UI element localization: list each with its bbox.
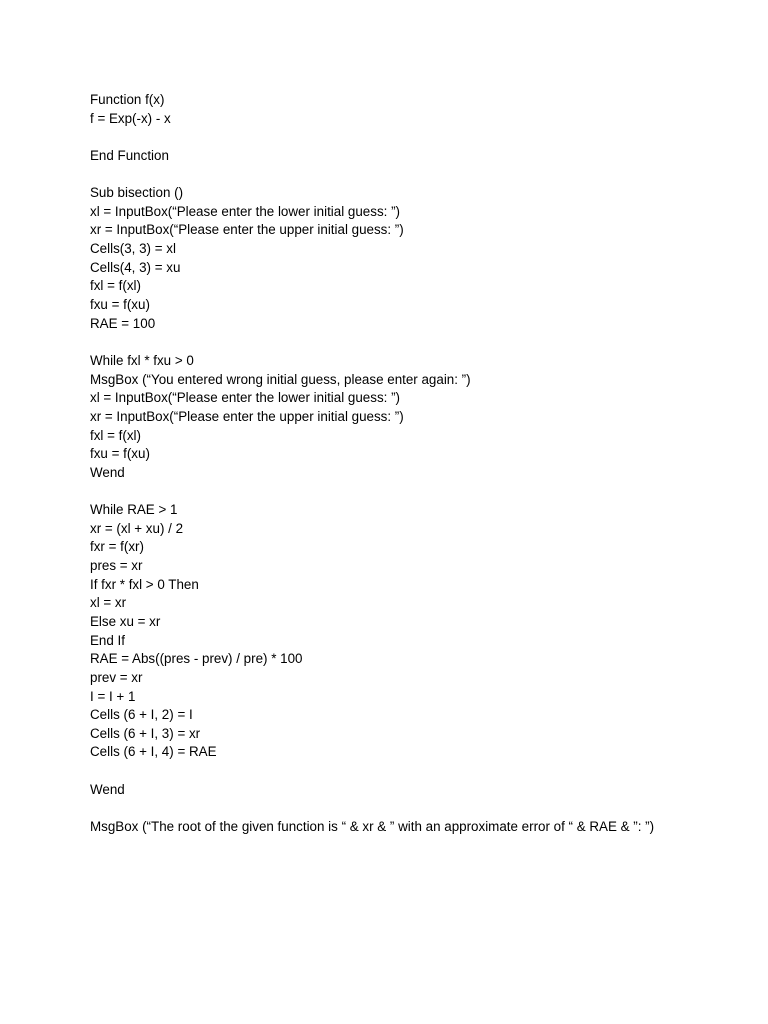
code-line: End If xyxy=(90,632,125,648)
blank-line xyxy=(90,166,750,185)
code-line: f = Exp(-x) - x xyxy=(90,110,171,126)
code-line: fxu = f(xu) xyxy=(90,446,150,462)
code-block xyxy=(90,91,750,837)
code-line: xr = InputBox(“Please enter the upper initial guess: ”) xyxy=(90,408,404,424)
code-line: Sub bisection () xyxy=(90,185,184,201)
code-line: Function f(x) xyxy=(90,92,165,107)
blank-line xyxy=(90,333,750,352)
code-line: Cells (6 + I, 2) = I xyxy=(90,707,193,723)
code-line: If fxr * fxl > 0 Then xyxy=(90,576,199,592)
code-line: fxr = f(xr) xyxy=(90,539,144,555)
code-line: RAE = 100 xyxy=(90,315,156,331)
blank-line xyxy=(90,128,750,147)
code-line: xl = InputBox(“Please enter the lower initial guess: ”) xyxy=(90,203,400,219)
code-line: pres = xr xyxy=(90,558,143,574)
code-line: Cells (6 + I, 3) = xr xyxy=(90,725,201,741)
code-line: Cells(3, 3) = xl xyxy=(90,241,176,257)
code-line: While fxl * fxu > 0 xyxy=(90,352,194,368)
blank-line xyxy=(90,762,750,781)
code-line: fxl = f(xl) xyxy=(90,427,141,443)
code-line: xl = InputBox(“Please enter the lower initial guess: ”) xyxy=(90,390,400,406)
code-line: xr = (xl + xu) / 2 xyxy=(90,520,184,536)
code-line: MsgBox (“The root of the given function is “ & xr & ” with an approximate error of “ & RAE & ”: ”) xyxy=(90,818,655,834)
code-line: Else xu = xr xyxy=(90,613,161,629)
code-line: Wend xyxy=(90,781,125,797)
code-line: I = I + 1 xyxy=(90,688,136,704)
code-line: prev = xr xyxy=(90,669,143,685)
code-line: Cells (6 + I, 4) = RAE xyxy=(90,744,217,760)
code-line: Cells(4, 3) = xu xyxy=(90,259,181,275)
code-line: MsgBox (“You entered wrong initial guess, please enter again: ”) xyxy=(90,371,471,387)
code-line: RAE = Abs((pres - prev) / pre) * 100 xyxy=(90,651,303,667)
code-line: xl = xr xyxy=(90,595,127,611)
code-line: End Function xyxy=(90,147,169,163)
code-line: Wend xyxy=(90,464,125,480)
blank-line xyxy=(90,799,750,818)
blank-line xyxy=(90,482,750,501)
code-line: fxl = f(xl) xyxy=(90,278,141,294)
code-line: While RAE > 1 xyxy=(90,502,178,518)
code-line: fxu = f(xu) xyxy=(90,297,150,313)
code-line: xr = InputBox(“Please enter the upper initial guess: ”) xyxy=(90,222,404,238)
